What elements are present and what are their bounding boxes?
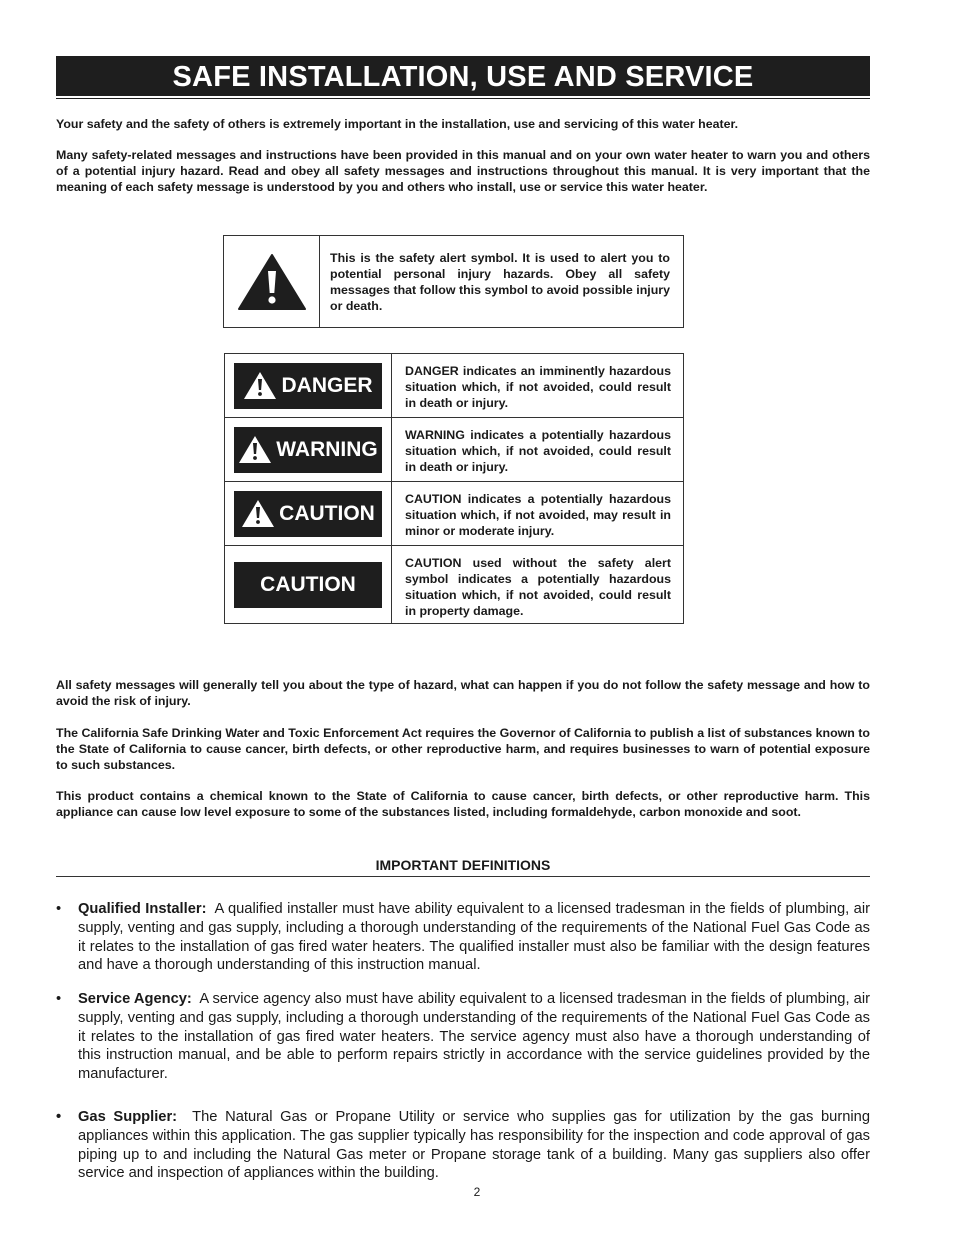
definition-term: Gas Supplier: bbox=[78, 1109, 178, 1125]
definition-term: Service Agency: bbox=[78, 991, 192, 1007]
definition-qualified-installer bbox=[56, 900, 870, 975]
safety-alert-symbol-box bbox=[223, 235, 684, 328]
warning-triangle-icon bbox=[243, 371, 277, 400]
definitions-heading: IMPORTANT DEFINITIONS bbox=[56, 857, 870, 877]
notice-paragraph-3: This product contains a chemical known to the State of California to cause cancer, birth defects, or other reproductive harm. This appliance can cause low level exposure to some of the substances listed, including formaldehyde, carbon monoxide and soot. bbox=[56, 789, 870, 819]
warning-triangle-icon bbox=[237, 253, 307, 311]
definition-text: The Natural Gas or Propane Utility or service who supplies gas for utilization by the gas burning appliances within this application. The gas supplier typically has responsibility for the inspection and code approval of gas piping up to and including the Natural Gas meter or Propane storage tank of a building. Many gas suppliers also offer service and inspection of appliances within the building. bbox=[78, 1109, 870, 1182]
signal-word-table bbox=[224, 353, 684, 624]
danger-description: DANGER indicates an imminently hazardous situation which, if not avoided, could result in death or injury. bbox=[405, 364, 671, 410]
caution-badge bbox=[234, 491, 382, 537]
alert-icon-cell bbox=[224, 236, 320, 327]
warning-triangle-icon bbox=[238, 435, 272, 464]
signal-row-warning bbox=[225, 417, 683, 481]
danger-badge bbox=[234, 363, 382, 409]
page-title: SAFE INSTALLATION, USE AND SERVICE bbox=[172, 61, 754, 93]
caution-description: CAUTION indicates a potentially hazardous situation which, if not avoided, may result in minor or moderate injury. bbox=[405, 492, 671, 538]
caution-no-symbol-badge bbox=[234, 562, 382, 608]
definition-term: Qualified Installer: bbox=[78, 901, 207, 917]
signal-row-caution bbox=[225, 481, 683, 545]
caution-no-symbol-label: CAUTION bbox=[260, 572, 356, 596]
bullet: • bbox=[56, 901, 62, 917]
definition-service-agency bbox=[56, 990, 870, 1084]
bullet: • bbox=[56, 1109, 62, 1125]
notice-paragraph-2: The California Safe Drinking Water and Toxic Enforcement Act requires the Governor of California to publish a list of substances known to the State of California to cause cancer, birth defects, or other reproductive harm, and requires businesses to warn of potential exposure to such substances. bbox=[56, 726, 870, 772]
definition-text: A service agency also must have ability equivalent to a licensed tradesman in the fields of plumbing, air supply, venting and gas supply, including a thorough understanding of the requirements of the National Fuel Gas Code as it relates to the installation of gas fired water heaters. The service agency must also have a thorough understanding of this instruction manual, and be able to perform repairs strictly in accordance with the service guidelines provided by the manufacturer. bbox=[78, 991, 871, 1083]
page-number: 2 bbox=[473, 1185, 481, 1199]
intro-paragraph-1: Your safety and the safety of others is extremely important in the installation, use and servicing of this water heater. bbox=[56, 117, 739, 131]
title-bar bbox=[56, 56, 870, 96]
notice-paragraph-1: All safety messages will generally tell you about the type of hazard, what can happen if you do not follow the safety message and how to avoid the risk of injury. bbox=[56, 678, 870, 708]
warning-badge bbox=[234, 427, 382, 473]
warning-triangle-icon bbox=[241, 499, 275, 528]
signal-row-danger bbox=[225, 354, 683, 417]
alert-symbol-text: This is the safety alert symbol. It is used to alert you to potential personal injury hazards. Obey all safety messages that follow this symbol to avoid possible injury or death. bbox=[330, 251, 670, 313]
danger-label: DANGER bbox=[281, 373, 373, 397]
signal-row-caution-no-symbol bbox=[225, 545, 683, 623]
caution-no-symbol-description: CAUTION used without the safety alert symbol indicates a potentially hazardous situation which, if not avoided, could result in property damage. bbox=[405, 556, 671, 618]
intro-paragraph-2: Many safety-related messages and instructions have been provided in this manual and on your own water heater to warn you and others of a potential injury hazard. Read and obey all safety messages and instructions throughout this manual. It is very important that the meaning of each safety message is understood by you and others who install, use or service this water heater. bbox=[56, 148, 870, 194]
warning-label: WARNING bbox=[276, 437, 378, 461]
definition-text: A qualified installer must have ability equivalent to a licensed tradesman in the fields of plumbing, air supply, venting and gas supply, including a thorough understanding of the requirements of the National Fuel Gas Code as it relates to the installation of gas fired water heaters. The qualified installer must also be familiar with the design features and have a thorough understanding of this instruction manual. bbox=[78, 901, 870, 974]
caution-label: CAUTION bbox=[279, 501, 375, 525]
definition-gas-supplier bbox=[56, 1108, 870, 1183]
bullet: • bbox=[56, 991, 62, 1007]
warning-description: WARNING indicates a potentially hazardous situation which, if not avoided, could result in death or injury. bbox=[405, 428, 671, 474]
